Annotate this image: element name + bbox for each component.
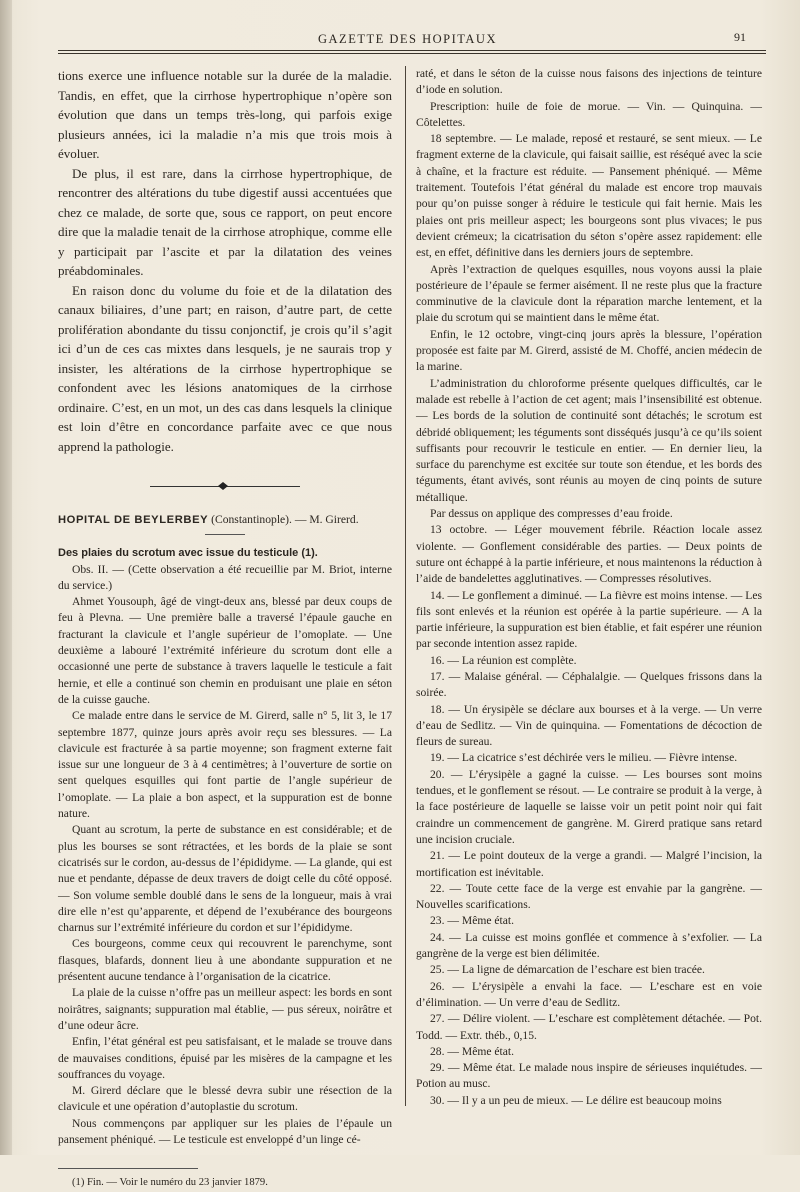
body-paragraph: Prescription: huile de foie de morue. — Vin. — Quinquina. — Côtelettes. bbox=[416, 99, 762, 129]
body-paragraph: 14. — Le gonflement a diminué. — La fièvre est moins intense. — Les fils sont enlevés et la réunion est opérée à la partie supérieure. — A la partie inférieure, la suppuration est bien établie, et fait espérer une réunion par seconde intention assez rapide. bbox=[416, 588, 762, 651]
body-paragraph: 20. — L’érysipèle a gagné la cuisse. — Les bourses sont moins tendues, et le gonflement se résout. — Le contraire se produit à la verge, à la face postérieure de laquelle se laisse voir un petit point noir qui fait craindre un commencement de gangrène. M. Girerd pratique sans retard une incision cruciale. bbox=[416, 767, 762, 846]
body-paragraph: 22. — Toute cette face de la verge est envahie par la gangrène. — Nouvelles scarifications. bbox=[416, 881, 762, 912]
body-paragraph: Ahmet Yousouph, âgé de vingt-deux ans, blessé par deux coups de feu à Plevna. — Une première balle a traversé l’épaule gauche en fracturant la clavicule et l’angle supérieur de l’omoplate. — Une deuxième a labouré l’extrémité inférieure du scrotum dont elle a occasionné une perte de substance à travers laquelle le testicule a fait hernie, et elle a continué son chemin en produisant une plaie en séton de la cuisse gauche. bbox=[58, 595, 392, 706]
footnote-rule bbox=[58, 1168, 198, 1169]
journal-title: GAZETTE DES HOPITAUX bbox=[318, 32, 497, 46]
section-heading bbox=[58, 512, 392, 528]
body-paragraph: 18 septembre. — Le malade, reposé et restauré, se sent mieux. — Le fragment externe de la clavicule, qui faisait saillie, est réséqué avec la scie à chaîne, et la fracture est réduite. — Pansement phéniqué. — Même traitement. Toutefois l’état général du malade est encore trop mauvais pour qu’on puisse songer à réduire le testicule qui fait hernie. Mais les plaies ont pris meilleur aspect; les bourgeons sont plus vivaces; le pus devient crémeux; la cicatrisation du séton s’opère assez rapidement: elle est, en effet, définitive dans les derniers jours de septembre. bbox=[416, 132, 762, 260]
body-paragraph: 28. — Même état. bbox=[430, 1044, 515, 1058]
intro-text bbox=[58, 66, 392, 456]
body-paragraph: 23. — Même état. bbox=[430, 914, 515, 928]
body-paragraph: Par dessus on applique des compresses d’eau froide. bbox=[430, 507, 673, 521]
body-paragraph: 25. — La ligne de démarcation de l’eschare est bien tracée. bbox=[430, 963, 705, 977]
intro-paragraph: De plus, il est rare, dans la cirrhose hypertrophique, de rencontrer des altérations du tube digestif aussi accentuées que chez ce malade, de sorte que, sous ce rapport, on peut encore dire que la maladie tenait de la cirrhose atrophique, comme elle y participait par l’ascite et par la dilatation des veines préabdominales. bbox=[58, 165, 392, 278]
body-paragraph: 18. — Un érysipèle se déclare aux bourses et à la verge. — Un verre d’eau de Sedlitz. — Vin de quinquina. — Fomentations de décoction de fleurs de sureau. bbox=[416, 702, 762, 749]
page-header bbox=[0, 32, 800, 52]
footnote: (1) Fin. — Voir le numéro du 23 janvier 1879. bbox=[72, 1177, 268, 1189]
diamond-ornament-icon bbox=[218, 482, 228, 490]
body-paragraph: Enfin, le 12 octobre, vingt-cinq jours après la blessure, l’opération proposée est faite par M. Girerd, assisté de M. Choffé, ancien médecin de la marine. bbox=[416, 327, 762, 374]
body-paragraph: 17. — Malaise général. — Céphalalgie. — Quelques frissons dans la soirée. bbox=[416, 669, 762, 700]
body-paragraph: La plaie de la cuisse n’offre pas un meilleur aspect: les bords en sont noirâtres, saignants; suppuration mal établie, — pus séreux, noirâtre et d’une odeur âcre. bbox=[58, 986, 392, 1032]
body-paragraph: 26. — L’érysipèle a envahi la face. — L’eschare est en voie d’élimination. — Un verre d’eau de Sedlitz. bbox=[416, 979, 762, 1009]
body-paragraph: M. Girerd déclare que le blessé devra subir une résection de la clavicule et une opération d’autoplastie du scrotum. bbox=[58, 1084, 392, 1114]
body-paragraph: Ces bourgeons, comme ceux qui recouvrent le parenchyme, sont flasques, blafards, donnent lieu à une abondante suppuration et ne présentent aucune tendance à l’organisation de la cicatrice. bbox=[58, 937, 392, 984]
page-binding-edge bbox=[0, 0, 12, 1155]
intro-paragraph: En raison donc du volume du foie et de la dilatation des canaux biliaires, d’une part; en raison, d’autre part, de cette prolifération abondante du tissu conjonctif, je crois qu’il s’agit ici d’un de ces cas mixtes dans lesquels, je ne saurais trop y insister, les altérations de la cirrhose hypertrophique se confondent avec les lésions anatomiques de la cirrhose ordinaire. C’est, en un mot, un des cas dans lesquels la clinique est loin d’être en concordance parfaite avec ce que nous apprend la pathologie. bbox=[58, 282, 392, 454]
article-body bbox=[58, 562, 392, 1149]
body-paragraph: Enfin, l’état général est peu satisfaisant, et le malade se trouve dans de mauvaises conditions, épuisé par les misères de la campagne et les souffrances du voyage. bbox=[58, 1035, 392, 1081]
section-location: (Constantinople). — M. Girerd. bbox=[208, 513, 359, 526]
right-column bbox=[416, 66, 762, 1109]
header-rule-double bbox=[58, 53, 766, 54]
body-paragraph: 21. — Le point douteux de la verge a grandi. — Malgré l’incision, la mortification est inévitable. bbox=[416, 849, 762, 879]
body-paragraph: Ce malade entre dans le service de M. Girerd, salle n° 5, lit 3, le 17 septembre 1877, quinze jours après avoir reçu ses blessures. — La clavicule est fracturée à sa partie moyenne; son fragment externe fait issue sur une longueur de 3 à 4 centimètres; à l’ouverture de sortie on sent quelques esquilles qui font partie de l’angle supérieur de l’omoplate. — La plaie a bon aspect, et la suppuration est de bonne nature. bbox=[58, 709, 392, 821]
body-paragraph: 16. — La réunion est complète. bbox=[430, 653, 577, 667]
heading-rule bbox=[205, 534, 245, 535]
page-number: 91 bbox=[734, 30, 746, 44]
body-paragraph: 29. — Même état. Le malade nous inspire de sérieuses inquiétudes. — Potion au musc. bbox=[416, 1061, 762, 1091]
intro-paragraph: tions exerce une influence notable sur la durée de la maladie. Tandis, en effet, que la cirrhose hypertrophique n’opère son évolution que dans un temps très-long, qui parfois exige plusieurs années, ici la maladie n’a mis que trois mois à évoluer. bbox=[58, 68, 392, 161]
section-separator bbox=[58, 482, 392, 492]
body-paragraph: 27. — Délire violent. — L’eschare est complètement détachée. — Pot. Todd. — Extr. théb., 0,15. bbox=[416, 1012, 762, 1042]
body-paragraph: Nous commençons par appliquer sur les plaies de l’épaule un pansement phéniqué. — Le testicule est enveloppé d’un linge cé- bbox=[58, 1116, 392, 1146]
body-paragraph: 24. — La cuisse est moins gonflée et commence à s’exfolier. — La gangrène de la verge est bien délimitée. bbox=[416, 930, 762, 961]
body-paragraph: Quant au scrotum, la perte de substance en est considérable; et de plus les bourses se sont rétractées, et les bords de la plaie se sont cicatrisés sur le cordon, au-dessus de l’épididyme. — La glande, qui est nue et pendante, dépasse de deux travers de doigt celle du côté opposé. — Son volume semble doublé dans le sens de la longueur, mais à vrai dire elle n’est qu’apparente, et dépend de l’exubérance des bourgeons charnus sur l’extrémité inférieure du cordon et sur l’épididyme. bbox=[58, 823, 392, 935]
body-paragraph: L’administration du chloroforme présente quelques difficultés, car le malade est rebelle à l’action de cet agent; mais l’insensibilité est obtenue. — Les bords de la solution de continuité sont détachés; le scrotum est débridé obliquement; les téguments sont disséqués jusqu’à ce qu’ils soient suffisants pour recouvrir le testicule en entier. — En dernier lieu, la surface du parenchyme est excitée sur toute son étendue, et les bords des téguments, étant avivés, sont réunis au moyen de cinq points de suture métallique. bbox=[416, 376, 762, 504]
column-divider bbox=[405, 66, 406, 1106]
body-paragraph: 13 octobre. — Léger mouvement fébrile. Réaction locale assez violente. — Gonflement considérable des parties. — Deux points de suture ont échappé à la partie inférieure, et nous maintenons la réduction à l’aide de bandelettes agglutinatives. — Compresses résolutives. bbox=[416, 523, 762, 586]
body-paragraph: 30. — Il y a un peu de mieux. — Le délire est beaucoup moins bbox=[430, 1093, 722, 1107]
body-paragraph: raté, et dans le séton de la cuisse nous faisons des injections de teinture d’iode en solution. bbox=[416, 67, 762, 97]
left-column bbox=[58, 66, 392, 1192]
article-title: Des plaies du scrotum avec issue du testicule (1). bbox=[58, 547, 318, 560]
body-paragraph: Obs. II. — (Cette observation a été recueillie par M. Briot, interne du service.) bbox=[58, 562, 392, 592]
body-paragraph: 19. — La cicatrice s’est déchirée vers le milieu. — Fièvre intense. bbox=[430, 751, 738, 765]
body-paragraph: Après l’extraction de quelques esquilles, nous voyons aussi la plaie postérieure de l’épaule se fermer aisément. Il ne reste plus que la fracture comminutive de la clavicule dont la réparation marche lentement, et la plaie du scrotum qui se maintient dans le même état. bbox=[416, 262, 762, 325]
header-rule bbox=[58, 50, 766, 51]
hospital-name: HOPITAL DE BEYLERBEY bbox=[58, 514, 209, 526]
